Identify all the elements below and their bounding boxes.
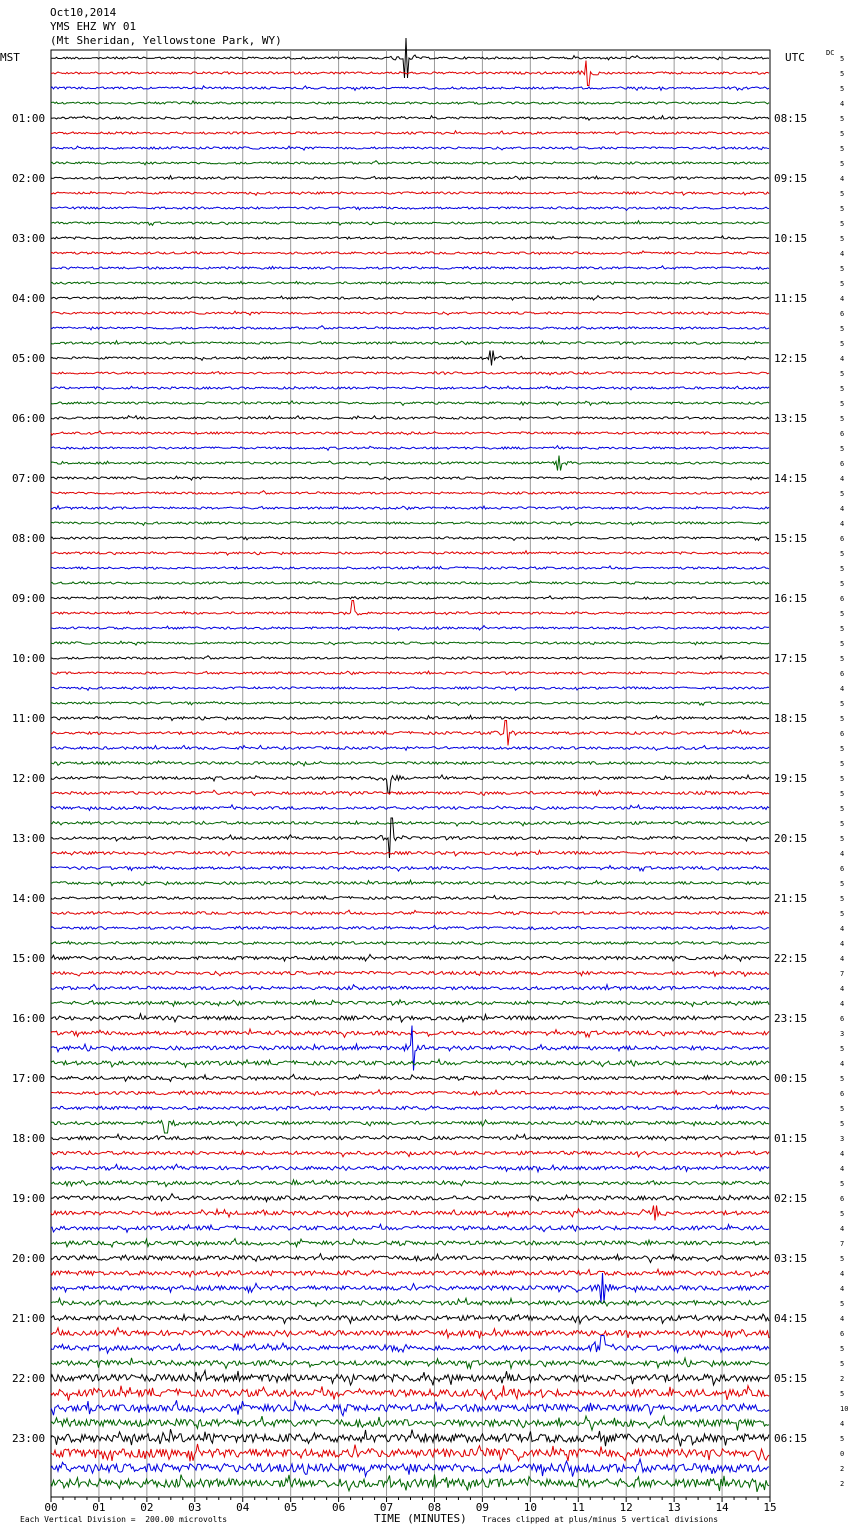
x-tick-label-08: 08 [427, 1501, 442, 1514]
trace-row-90 [51, 1400, 769, 1415]
x-tick-label-11: 11 [571, 1501, 585, 1514]
dc-value: 6 [840, 1195, 845, 1203]
trace-row-84 [51, 1314, 769, 1324]
x-tick-label-07: 07 [379, 1501, 394, 1514]
dc-value: 4 [840, 1000, 845, 1008]
x-tick-label-09: 09 [475, 1501, 490, 1514]
left-hour-label: 11:00 [12, 712, 46, 725]
left-hour-label: 05:00 [12, 352, 46, 365]
left-hour-label: 20:00 [12, 1252, 46, 1265]
dc-value: 7 [840, 970, 845, 978]
right-hour-label: 19:15 [774, 772, 808, 785]
dc-value: 5 [840, 220, 845, 228]
dc-value: 5 [840, 1345, 845, 1353]
dc-value: 5 [840, 820, 845, 828]
dc-value: 5 [840, 1435, 845, 1443]
dc-value: 5 [840, 415, 845, 423]
trace-row-60 [51, 954, 769, 961]
trace-row-6 [51, 146, 769, 150]
dc-value: 4 [840, 175, 845, 183]
trace-row-2 [51, 86, 769, 90]
dc-value: 5 [840, 625, 845, 633]
trace-row-76 [51, 1194, 769, 1202]
trace-row-87 [51, 1358, 769, 1369]
dc-value: 6 [840, 1090, 845, 1098]
right-hour-label: 18:15 [774, 712, 808, 725]
left-hour-label: 23:00 [12, 1432, 46, 1445]
trace-row-37 [51, 601, 769, 616]
trace-row-4 [51, 116, 769, 121]
dc-value: 6 [840, 460, 845, 468]
left-timezone-label: MST [0, 51, 20, 64]
trace-row-42 [51, 687, 769, 690]
dc-value: 4 [840, 250, 845, 258]
dc-value: 7 [840, 1240, 845, 1248]
left-hour-label: 01:00 [12, 112, 46, 125]
trace-row-15 [51, 281, 769, 284]
right-hour-label: 00:15 [774, 1072, 808, 1085]
trace-row-25 [51, 431, 769, 435]
right-hour-label: 16:15 [774, 592, 808, 605]
trace-row-18 [51, 326, 769, 330]
right-hour-label: 22:15 [774, 952, 808, 965]
trace-row-23 [51, 401, 769, 406]
dc-value: 5 [840, 445, 845, 453]
dc-value: 0 [840, 1450, 845, 1458]
dc-value: 5 [840, 85, 845, 93]
dc-value: 5 [840, 1045, 845, 1053]
trace-row-3 [51, 101, 769, 104]
dc-value: 5 [840, 1180, 845, 1188]
left-hour-label: 03:00 [12, 232, 46, 245]
left-hour-label: 17:00 [12, 1072, 46, 1085]
dc-value: 5 [840, 835, 845, 843]
trace-row-39 [51, 641, 769, 645]
dc-value: 5 [840, 550, 845, 558]
clip-note: Traces clipped at plus/minus 5 vertical divisions [482, 1515, 719, 1524]
trace-row-29 [51, 491, 769, 494]
trace-row-7 [51, 161, 769, 165]
trace-row-86 [51, 1336, 769, 1354]
x-tick-label-10: 10 [523, 1501, 537, 1514]
dc-value: 5 [840, 910, 845, 918]
x-tick-label-13: 13 [667, 1501, 681, 1514]
trace-row-92 [51, 1429, 769, 1446]
trace-row-20 [51, 351, 769, 366]
dc-value: 4 [840, 1420, 845, 1428]
trace-row-79 [51, 1239, 769, 1247]
trace-row-17 [51, 311, 769, 315]
trace-row-14 [51, 266, 769, 270]
x-tick-label-02: 02 [140, 1501, 154, 1514]
trace-row-58 [51, 925, 769, 929]
trace-row-64 [51, 1014, 769, 1022]
x-tick-label-03: 03 [188, 1501, 202, 1514]
right-hour-label: 02:15 [774, 1192, 808, 1205]
trace-row-11 [51, 221, 769, 226]
dc-value: 5 [840, 325, 845, 333]
dc-value: 5 [840, 700, 845, 708]
dc-value: 5 [840, 790, 845, 798]
x-axis-title: TIME (MINUTES) [374, 1512, 467, 1525]
dc-value: 5 [840, 1075, 845, 1083]
trace-row-88 [51, 1371, 769, 1386]
trace-row-82 [51, 1273, 769, 1303]
dc-value: 4 [840, 955, 845, 963]
trace-row-91 [51, 1416, 769, 1431]
x-tick-label-14: 14 [715, 1501, 729, 1514]
right-hour-label: 13:15 [774, 412, 808, 425]
left-hour-label: 19:00 [12, 1192, 46, 1205]
trace-row-57 [51, 910, 769, 915]
trace-row-43 [51, 702, 769, 706]
dc-value: 5 [840, 775, 845, 783]
right-hour-label: 10:15 [774, 232, 808, 245]
dc-value: 5 [840, 280, 845, 288]
dc-value: 5 [840, 145, 845, 153]
dc-value: 5 [840, 490, 845, 498]
dc-value: 6 [840, 670, 845, 678]
trace-row-53 [51, 850, 769, 856]
right-hour-label: 15:15 [774, 532, 808, 545]
left-hour-label: 14:00 [12, 892, 46, 905]
trace-row-73 [51, 1151, 769, 1157]
dc-value: 4 [840, 1165, 845, 1173]
dc-value: 4 [840, 1285, 845, 1293]
dc-value: 6 [840, 1015, 845, 1023]
right-hour-label: 23:15 [774, 1012, 808, 1025]
left-hour-label: 12:00 [12, 772, 46, 785]
dc-value: 4 [840, 505, 845, 513]
left-hour-label: 08:00 [12, 532, 46, 545]
left-hour-label: 10:00 [12, 652, 46, 665]
dc-value: 4 [840, 850, 845, 858]
left-hour-label: 18:00 [12, 1132, 46, 1145]
dc-value: 5 [840, 130, 845, 138]
dc-value: 5 [840, 1105, 845, 1113]
left-hour-label: 15:00 [12, 952, 46, 965]
trace-row-30 [51, 506, 769, 510]
trace-row-72 [51, 1134, 769, 1140]
trace-row-48 [51, 775, 769, 793]
dc-value: 4 [840, 685, 845, 693]
trace-row-22 [51, 386, 769, 390]
trace-row-95 [51, 1474, 769, 1492]
dc-value: 5 [840, 115, 845, 123]
trace-row-5 [51, 131, 769, 134]
dc-value: 4 [840, 1060, 845, 1068]
trace-row-65 [51, 1029, 769, 1037]
trace-row-75 [51, 1180, 769, 1187]
dc-value: 5 [840, 1360, 845, 1368]
trace-row-35 [51, 581, 769, 585]
trace-row-19 [51, 341, 769, 345]
left-hour-label: 02:00 [12, 172, 46, 185]
dc-value: 4 [840, 1315, 845, 1323]
trace-row-8 [51, 176, 769, 180]
trace-row-74 [51, 1164, 769, 1172]
dc-value: 4 [840, 1270, 845, 1278]
x-tick-label-06: 06 [331, 1501, 346, 1514]
dc-value: 5 [840, 205, 845, 213]
dc-value: 6 [840, 595, 845, 603]
dc-value: 5 [840, 370, 845, 378]
trace-row-28 [51, 476, 769, 480]
trace-row-44 [51, 715, 769, 720]
dc-value: 5 [840, 190, 845, 198]
trace-row-12 [51, 236, 769, 239]
dc-value: 2 [840, 1465, 845, 1473]
trace-row-46 [51, 745, 769, 750]
dc-value: 3 [840, 1030, 845, 1038]
x-tick-label-15: 15 [763, 1501, 777, 1514]
trace-row-67 [51, 1059, 769, 1067]
right-hour-label: 14:15 [774, 472, 808, 485]
dc-value: 5 [840, 805, 845, 813]
dc-value: 5 [840, 340, 845, 348]
dc-value: 6 [840, 535, 845, 543]
dc-value: 4 [840, 355, 845, 363]
dc-value: 3 [840, 1135, 845, 1143]
trace-row-83 [51, 1298, 769, 1306]
dc-value: 5 [840, 235, 845, 243]
trace-row-41 [51, 671, 769, 675]
left-hour-label: 09:00 [12, 592, 46, 605]
trace-row-16 [51, 296, 769, 301]
x-tick-label-12: 12 [619, 1501, 633, 1514]
dc-value: 5 [840, 880, 845, 888]
dc-value: 5 [840, 565, 845, 573]
trace-row-45 [51, 721, 769, 746]
trace-row-10 [51, 207, 769, 211]
trace-row-50 [51, 805, 769, 811]
dc-value: 5 [840, 1255, 845, 1263]
dc-value: 6 [840, 1330, 845, 1338]
dc-value: 5 [840, 640, 845, 648]
dc-value: 5 [840, 70, 845, 78]
dc-value: 10 [840, 1405, 849, 1413]
right-hour-label: 21:15 [774, 892, 808, 905]
dc-value: 5 [840, 610, 845, 618]
dc-value: 6 [840, 430, 845, 438]
dc-value: 4 [840, 100, 845, 108]
right-hour-label: 12:15 [774, 352, 808, 365]
trace-row-47 [51, 761, 769, 766]
right-hour-label: 20:15 [774, 832, 808, 845]
dc-value: 4 [840, 1150, 845, 1158]
x-tick-label-01: 01 [92, 1501, 106, 1514]
trace-row-78 [51, 1224, 769, 1232]
left-hour-label: 16:00 [12, 1012, 46, 1025]
station-code: YMS EHZ WY 01 [50, 20, 137, 33]
right-timezone-label: UTC [785, 51, 805, 64]
left-hour-label: 13:00 [12, 832, 46, 845]
trace-row-94 [51, 1459, 769, 1477]
dc-value: 5 [840, 55, 845, 63]
trace-row-21 [51, 372, 769, 375]
x-tick-label-00: 00 [44, 1501, 58, 1514]
trace-row-61 [51, 971, 769, 976]
right-hour-label: 05:15 [774, 1372, 808, 1385]
trace-row-49 [51, 790, 769, 795]
record-date: Oct10,2014 [50, 6, 117, 19]
dc-value: 4 [840, 295, 845, 303]
trace-row-1 [51, 61, 769, 86]
trace-row-54 [51, 866, 769, 872]
trace-row-33 [51, 551, 769, 555]
dc-value: 5 [840, 715, 845, 723]
trace-row-69 [51, 1090, 769, 1096]
right-hour-label: 11:15 [774, 292, 808, 305]
right-hour-label: 04:15 [774, 1312, 808, 1325]
dc-column-label: DC [826, 49, 835, 57]
dc-value: 5 [840, 160, 845, 168]
dc-value: 4 [840, 925, 845, 933]
right-hour-label: 09:15 [774, 172, 808, 185]
trace-row-32 [51, 537, 769, 541]
left-hour-label: 21:00 [12, 1312, 46, 1325]
trace-row-38 [51, 626, 769, 631]
trace-row-62 [51, 985, 769, 990]
dc-value: 5 [840, 1210, 845, 1218]
dc-value: 6 [840, 730, 845, 738]
dc-value: 5 [840, 760, 845, 768]
trace-row-59 [51, 941, 769, 945]
trace-row-55 [51, 880, 769, 886]
trace-row-63 [51, 1000, 769, 1007]
dc-value: 6 [840, 310, 845, 318]
trace-row-71 [51, 1120, 769, 1133]
dc-value: 4 [840, 475, 845, 483]
dc-value: 5 [840, 580, 845, 588]
trace-row-56 [51, 896, 769, 900]
trace-row-9 [51, 192, 769, 196]
dc-value: 2 [840, 1375, 845, 1383]
dc-value: 4 [840, 520, 845, 528]
trace-row-40 [51, 656, 769, 660]
right-hour-label: 03:15 [774, 1252, 808, 1265]
trace-row-27 [51, 456, 769, 471]
trace-row-13 [51, 251, 769, 255]
dc-value: 2 [840, 1480, 845, 1488]
vertical-scale-note: Each Vertical Division = 200.00 microvolts [20, 1515, 228, 1524]
trace-row-68 [51, 1074, 769, 1081]
right-hour-label: 17:15 [774, 652, 808, 665]
trace-row-36 [51, 596, 769, 600]
x-tick-label-05: 05 [284, 1501, 298, 1514]
trace-row-93 [51, 1444, 769, 1461]
trace-row-24 [51, 416, 769, 420]
dc-value: 5 [840, 745, 845, 753]
dc-value: 4 [840, 1225, 845, 1233]
trace-row-51 [51, 821, 769, 826]
dc-value: 4 [840, 940, 845, 948]
trace-row-70 [51, 1105, 769, 1110]
trace-row-81 [51, 1269, 769, 1276]
dc-value: 5 [840, 1120, 845, 1128]
right-hour-label: 06:15 [774, 1432, 808, 1445]
dc-value: 6 [840, 865, 845, 873]
trace-row-85 [51, 1328, 769, 1339]
trace-row-34 [51, 566, 769, 569]
dc-value: 5 [840, 655, 845, 663]
dc-value: 4 [840, 985, 845, 993]
dc-value: 5 [840, 1300, 845, 1308]
dc-value: 5 [840, 265, 845, 273]
left-hour-label: 22:00 [12, 1372, 46, 1385]
trace-row-26 [51, 446, 769, 451]
left-hour-label: 04:00 [12, 292, 46, 305]
dc-value: 5 [840, 400, 845, 408]
right-hour-label: 01:15 [774, 1132, 808, 1145]
trace-row-77 [51, 1206, 769, 1221]
station-location: (Mt Sheridan, Yellowstone Park, WY) [50, 34, 282, 47]
dc-value: 5 [840, 1390, 845, 1398]
left-hour-label: 07:00 [12, 472, 46, 485]
trace-row-31 [51, 522, 769, 525]
x-tick-label-04: 04 [236, 1501, 250, 1514]
right-hour-label: 08:15 [774, 112, 808, 125]
dc-value: 5 [840, 385, 845, 393]
trace-row-89 [51, 1386, 769, 1401]
dc-value: 5 [840, 895, 845, 903]
left-hour-label: 06:00 [12, 412, 46, 425]
trace-row-80 [51, 1254, 769, 1263]
